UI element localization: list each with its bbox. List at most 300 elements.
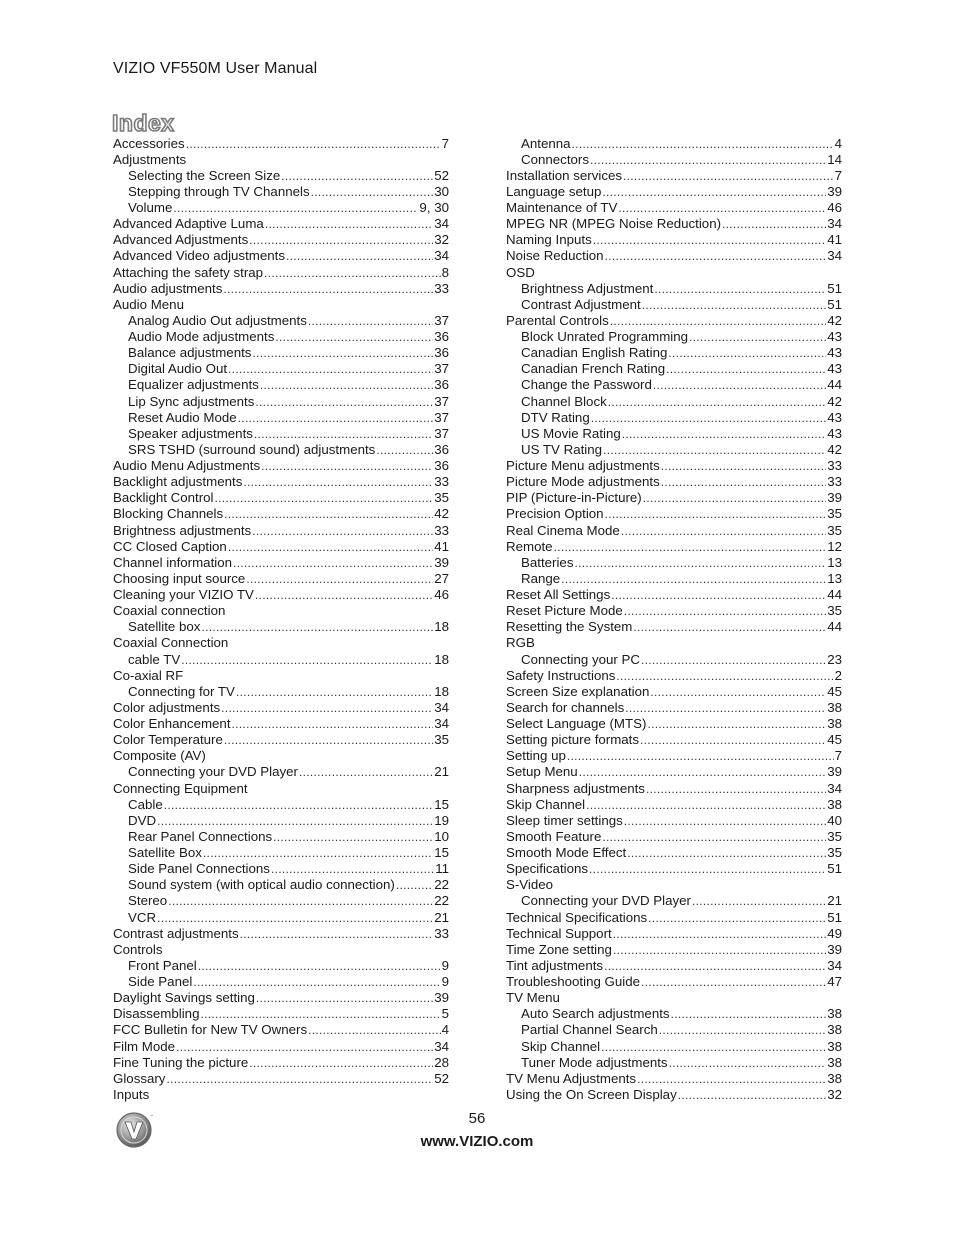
entry-term: Front Panel [128,957,197,973]
dot-leader [611,587,826,603]
entry-page: 9, 30 [419,200,449,215]
entry-term: Channel Block [521,393,607,409]
entry-page: 52 [434,167,449,183]
index-entry [506,845,842,861]
entry-page: 39 [827,941,842,957]
entry-page: 42 [827,312,842,328]
entry-term: Canadian English Rating [521,345,668,361]
index-subentry [113,168,449,184]
entry-term: Lip Sync adjustments [128,393,255,409]
index-subentry [113,410,449,426]
entry-page: 46 [434,587,449,602]
entry-page: 42 [434,506,449,522]
entry-page: 33 [434,280,449,296]
dot-leader [604,958,826,974]
entry-page: 19 [434,812,449,828]
entry-term: Range [521,570,561,586]
index-subentry [113,813,449,829]
index-subentry [506,571,842,587]
dot-leader [286,248,433,264]
index-entry [506,797,842,813]
entry-term: VCR [128,909,157,925]
index-entry [113,1039,449,1055]
dot-leader [166,1071,433,1087]
index-entry [506,458,842,474]
entry-term: Audio Menu [113,296,184,312]
entry-term: Setup Menu [506,764,578,780]
dot-leader [722,216,826,232]
entry-term: Connectors [521,151,589,167]
entry-page: 18 [434,651,449,667]
entry-term: US TV Rating [521,441,603,457]
entry-term: TV Menu [506,990,560,1006]
entry-page: 47 [827,974,842,989]
index-entry [113,781,449,797]
index-entry [113,942,449,958]
entry-page: 42 [827,441,842,457]
index-subentry [113,877,449,893]
entry-term: Glossary [113,1070,166,1086]
entry-term: Reset Picture Mode [506,603,623,619]
entry-page: 52 [434,1070,449,1086]
entry-page: 21 [434,764,449,780]
entry-term: US Movie Rating [521,425,621,441]
dot-leader [654,281,826,297]
index-entry [113,571,449,587]
dot-leader [249,232,433,248]
index-entry [506,506,842,522]
entry-page: 44 [827,377,842,393]
index-entry [506,200,842,216]
dot-leader [650,684,826,700]
entry-term: Technical Specifications [506,909,648,925]
index-entry [113,1087,449,1103]
dot-leader [173,200,418,216]
dot-leader [256,990,433,1006]
index-subentry [506,893,842,909]
entry-page: 43 [827,425,842,441]
index-entry [506,958,842,974]
index-subentry [506,1022,842,1038]
entry-page: 51 [827,861,842,877]
dot-leader [157,910,433,926]
dot-leader [181,652,433,668]
entry-page: 8 [441,264,449,280]
index-entry [506,603,842,619]
dot-leader [308,1022,441,1038]
entry-term: S-Video [506,877,554,893]
entry-page: 11 [435,861,449,877]
dot-leader [254,426,433,442]
entry-term: SRS TSHD (surround sound) adjustments [128,441,376,457]
entry-term: Color Enhancement [113,716,231,731]
dot-leader [653,377,826,393]
index-entry [506,813,842,829]
entry-term: PIP (Picture-in-Picture) [506,490,642,506]
entry-term: Tint adjustments [506,957,604,973]
entry-page: 28 [434,1054,449,1070]
index-entry [113,232,449,248]
entry-term: Maintenance of TV [506,200,618,215]
entry-page: 12 [827,538,842,554]
entry-term: Controls [113,941,163,957]
index-subentry [113,426,449,442]
index-entry [113,555,449,571]
entry-page: 7 [834,748,842,764]
index-entry [506,942,842,958]
index-entry [506,619,842,635]
index-entry [506,539,842,555]
index-entry [113,716,449,732]
dot-leader [641,652,826,668]
entry-term: Stepping through TV Channels [128,183,310,199]
dot-leader [554,539,827,555]
index-entry [113,700,449,716]
dot-leader [621,523,826,539]
dot-leader [252,345,433,361]
entry-term: Audio Mode adjustments [128,329,275,344]
entry-term: Setting picture formats [506,732,640,748]
entry-term: Sharpness adjustments [506,780,645,796]
entry-page: 7 [441,135,449,151]
entry-page: 34 [434,1038,449,1054]
entry-page: 36 [434,329,449,344]
dot-leader [659,1022,826,1038]
dot-leader [668,345,826,361]
entry-term: Contrast adjustments [113,925,239,941]
entry-term: Connecting your PC [521,651,640,667]
dot-leader [590,152,826,168]
entry-page: 51 [827,280,842,296]
entry-term: Audio Menu Adjustments [113,458,261,473]
index-entry [506,990,842,1006]
entry-page: 43 [827,345,842,361]
entry-page: 34 [434,699,449,715]
entry-page: 27 [434,570,449,586]
entry-page: 38 [827,1006,842,1022]
entry-page: 33 [434,925,449,941]
entry-page: 39 [434,990,449,1006]
index-subentry [113,442,449,458]
entry-term: Cleaning your VIZIO TV [113,587,254,602]
entry-term: Daylight Savings setting [113,990,255,1006]
dot-leader [176,1039,433,1055]
dot-leader [201,619,433,635]
entry-term: Equalizer adjustments [128,377,259,393]
entry-term: Picture Menu adjustments [506,458,660,473]
entry-term: Block Unrated Programming [521,329,689,344]
entry-term: Troubleshooting Guide [506,974,641,989]
index-entry [506,587,842,603]
index-column-left [113,136,449,1104]
entry-page: 14 [827,151,842,167]
index-entry [113,732,449,748]
entry-term: Advanced Video adjustments [113,248,285,264]
index-entry [506,1087,842,1103]
dot-leader [678,1087,826,1103]
entry-page: 38 [827,1054,842,1070]
entry-page: 34 [827,957,842,973]
dot-leader [223,281,433,297]
entry-page: 37 [434,361,449,377]
index-subentry [113,910,449,926]
entry-page: 38 [827,1038,842,1054]
dot-leader [271,861,434,877]
entry-page: 34 [434,716,449,731]
entry-page: 38 [827,796,842,812]
index-entry [113,297,449,313]
entry-page: 36 [434,458,449,473]
index-subentry [506,394,842,410]
dot-leader [589,861,826,877]
entry-term: Change the Password [521,377,652,393]
entry-page: 37 [434,312,449,328]
index-entry [113,668,449,684]
entry-term: Picture Mode adjustments [506,474,660,490]
index-subentry [113,184,449,200]
entry-term: OSD [506,264,535,280]
entry-term: Choosing input source [113,570,246,586]
entry-page: 43 [827,409,842,425]
index-entry [506,781,842,797]
dot-leader [224,732,433,748]
dot-leader [605,506,827,522]
entry-term: Resetting the System [506,619,633,635]
index-subentry [506,281,842,297]
entry-page: 18 [434,683,449,699]
dot-leader [198,958,441,974]
index-entry [113,265,449,281]
index-subentry [113,329,449,345]
entry-term: Search for channels [506,699,625,715]
entry-term: Analog Audio Out adjustments [128,312,307,328]
entry-page: 39 [827,490,842,506]
index-entry [506,523,842,539]
entry-term: Language setup [506,183,602,199]
index-subentry [506,555,842,571]
entry-page: 13 [827,570,842,586]
dot-leader [646,781,826,797]
entry-page: 34 [827,248,842,264]
index-entry [506,748,842,764]
index-entry [506,877,842,893]
entry-term: Skip Channel [521,1038,601,1054]
index-entry [506,926,842,942]
index-subentry [113,200,449,216]
entry-page: 34 [434,248,449,264]
entry-page: 41 [827,232,842,248]
dot-leader [574,555,826,571]
index-entry [113,248,449,264]
entry-term: Co-axial RF [113,667,184,683]
index-subentry [506,361,842,377]
entry-page: 34 [827,780,842,796]
index-entry [113,1022,449,1038]
dot-leader [641,974,826,990]
entry-term: Brightness adjustments [113,522,252,538]
dot-leader [625,700,826,716]
dot-leader [627,845,826,861]
index-subentry [113,684,449,700]
entry-term: Precision Option [506,506,604,522]
index-entry [113,506,449,522]
entry-page: 44 [827,587,842,602]
index-subentry [113,619,449,635]
index-subentry [113,861,449,877]
entry-page: 35 [434,490,449,506]
dot-leader [643,490,826,506]
entry-page: 33 [827,474,842,490]
index-entry [113,1006,449,1022]
index-entry [506,232,842,248]
entry-page: 35 [434,732,449,748]
dot-leader [252,523,433,539]
dot-leader [228,539,433,555]
entry-term: Coaxial Connection [113,635,229,651]
index-subentry [113,394,449,410]
dot-leader [623,168,834,184]
index-entry [506,732,842,748]
entry-term: Color adjustments [113,699,221,715]
entry-term: Side Panel Connections [128,861,270,877]
entry-page: 22 [434,893,449,909]
entry-term: Select Language (MTS) [506,716,647,731]
entry-page: 39 [827,764,842,780]
entry-term: DVD [128,812,157,828]
dot-leader [561,571,826,587]
entry-term: Specifications [506,861,589,877]
entry-term: Time Zone setting [506,941,612,957]
entry-page: 33 [827,458,842,473]
entry-page: 38 [827,1022,842,1038]
index-entry [113,281,449,297]
dot-leader [661,474,826,490]
index-subentry [113,845,449,861]
page-number: 56 [468,1110,486,1127]
entry-term: Adjustments [113,151,187,167]
entry-term: Speaker adjustments [128,425,253,441]
dot-leader [203,845,433,861]
dot-leader [260,377,433,393]
dot-leader [157,813,433,829]
index-entry [113,539,449,555]
entry-term: Connecting your DVD Player [521,893,691,909]
index-title: Index [112,110,175,136]
entry-term: Smooth Feature [506,828,602,844]
index-entry [506,216,842,232]
entry-page: 37 [434,409,449,425]
entry-term: Screen Size explanation [506,683,650,699]
entry-term: Connecting for TV [128,683,235,699]
index-entry [113,748,449,764]
entry-term: Inputs [113,1086,150,1102]
index-entry [506,861,842,877]
index-column-right [506,136,842,1104]
dot-leader [228,361,433,377]
dot-leader [265,216,433,232]
entry-page: 51 [827,909,842,925]
index-entry [113,1055,449,1071]
entry-term: Digital Audio Out [128,361,228,377]
entry-term: Attaching the safety strap [113,264,264,280]
entry-term: Film Mode [113,1038,176,1054]
entry-term: Satellite Box [128,845,202,860]
dot-leader [193,974,440,990]
entry-page: 2 [834,667,842,683]
entry-page: 49 [827,925,842,941]
index-subentry [506,136,842,152]
dot-leader [168,893,433,909]
index-entry [506,265,842,281]
dot-leader [376,442,433,458]
entry-term: Remote [506,538,553,554]
dot-leader [618,200,826,216]
index-entry [113,216,449,232]
entry-term: Advanced Adaptive Luma [113,216,264,232]
entry-page: 5 [441,1006,449,1022]
dot-leader [669,1055,827,1071]
entry-page: 51 [827,296,842,312]
entry-page: 37 [434,425,449,441]
entry-page: 22 [434,877,449,893]
entry-term: Reset All Settings [506,587,611,602]
dot-leader [579,764,826,780]
entry-term: MPEG NR (MPEG Noise Reduction) [506,216,722,232]
entry-page: 32 [827,1086,842,1102]
entry-page: 32 [434,232,449,248]
entry-term: Canadian French Rating [521,361,666,377]
index-entry [506,248,842,264]
entry-page: 35 [827,522,842,538]
index-entry [506,635,842,651]
dot-leader [602,829,826,845]
index-entry [113,990,449,1006]
index-subentry [506,345,842,361]
dot-leader [249,1055,433,1071]
svg-text:™: ™ [150,1114,154,1119]
entry-term: Reset Audio Mode [128,409,237,425]
dot-leader [396,877,433,893]
dot-leader [236,684,433,700]
dot-leader [255,587,433,603]
entry-page: 9 [441,974,449,989]
dot-leader [602,184,826,200]
dot-leader [616,668,833,684]
index-entry [113,136,449,152]
index-subentry [113,313,449,329]
dot-leader [224,506,433,522]
entry-term: Balance adjustments [128,345,252,361]
entry-term: Channel information [113,554,233,570]
entry-term: Tuner Mode adjustments [521,1054,668,1070]
dot-leader [264,265,441,281]
dot-leader [215,490,434,506]
entry-term: CC Closed Caption [113,538,227,554]
dot-leader [311,184,434,200]
entry-term: Disassembling [113,1006,200,1022]
entry-page: 39 [827,183,842,199]
dot-leader [591,410,826,426]
entry-term: Installation services [506,167,623,183]
entry-page: 35 [827,603,842,619]
entry-page: 33 [434,474,449,490]
index-entry [113,635,449,651]
dot-leader [238,410,434,426]
index-entry [506,313,842,329]
dot-leader [232,716,434,732]
index-subentry [506,297,842,313]
dot-leader [624,603,826,619]
